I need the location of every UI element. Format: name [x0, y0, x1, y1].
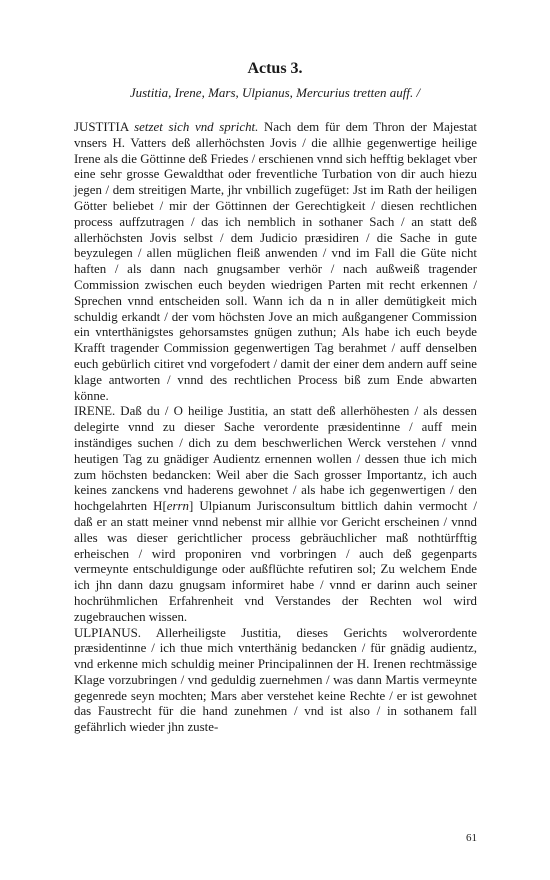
speech-text: Nach dem für dem Thron der Majestat vnsers H. Vatters deß allerhöchsten Jovis / die allhie gegenwertige heilige Irene als die Göttinne deß Friedes / erschienen vnnd sich hefftig beklaget vber eine sehr grosse Gewaldthat oder freventliche Turbation von dir auch hiezu jegen / dem streitigen Marte, jhr vnbillich zugefüget: Jst im Rath der heiligen Götter beliebet / mir der Göttinnen der Gerechtigkeit / diesen rechtlichen process auffzutragen / das ich nemblich in sothaner Sach / an statt deß allerhöchsten Jovis selbst / dem Judicio præsidiren / die Sache in gute beyzulegen / allen müglichen fleiß anwenden / vnd im Fall die Güte nicht haften / als dann nach gnugsamber verhör / nach außweiß tragender Commission zwischen euch beyden wiedrigen Parten mit recht erkennen / Sprechen vnnd entscheiden soll. Wann ich da n in aller demütigkeit mich schuldig erkandt / der vom höchsten Jove an mich außgangener Commission ein vnterthänigstes gehorsamstes gnügen zuthun; Als habe ich euch beyde Krafft tragender Commission gegenwertigen Tag berahmet / auff denselben euch gebürlich citiret vnd vorgefodert / damit der einer dem andern auff seine klage antworten / vnnd des rechtlichen Process biß zum Ende abwarten könne. [74, 120, 478, 403]
speech-irene [74, 404, 477, 625]
page-number: 61 [466, 832, 477, 844]
act-heading: Actus 3. [247, 60, 303, 77]
stage-direction: setzet sich vnd spricht. [134, 120, 259, 134]
editorial-emendation: errn [166, 499, 189, 514]
speech-text: Daß du / O heilige Justitia, an statt deß allerhöhesten / als dessen delegirte vnnd zu dieser Sache verordente præsidentinne / auff mein inständiges suchen / dich zu dem beschwerlichen Werck verstehen / vnnd heutigen Tag zu gnädiger Audientz ernennen wollen / dessen thue ich mich zum höchsten bedancken: Weil aber die Sach grosser Importantz, ich auch keines zanckens vnd haderens gewohnet / als habe ich gegenwertigen / den hochgelahrten H[ [74, 404, 477, 514]
speaker-name: IRENE. [74, 404, 116, 419]
stage-direction-heading: Justitia, Irene, Mars, Ulpianus, Mercurius tretten auff. / [129, 85, 421, 100]
speaker-name: ULPIANUS. [74, 625, 141, 640]
speech-text: Allerheiligste Justitia, dieses Gerichts wolverordente præsidentinne / ich thue mich vnterthänig bedancken / für gnädig audientz, vnd erkenne mich schuldig meiner Principalinnen der H. Irenen rechtmässige Klage vorzubringen / vnd geduldig zuernehmen / was dann Martis vermeynte gegenrede seyn mochten; Mars aber verstehet keine Rechte / er ist gewohnet das Faustrecht für die hand zunehmen / vnd ist also / in sothanem fall gefährlich wieder jhn zuste- [74, 625, 477, 735]
speech-justitia [74, 120, 477, 404]
play-text [74, 120, 477, 736]
speech-text-continued: ] Ulpianum Jurisconsultum bittlich dahin vermocht / daß er an statt meiner vnnd nebenst mir allhie vor Gericht erscheinen / vnnd alles was dieser gerichtlicher process gebräuchlicher maß nothtürfftig erheischen / wird proponiren vnd vorbringen / auch deß gegenparts vermeynte entschuldigunge oder außflüchte refutiren sol; Zu welchem Ende ich jhn dann dazu gnugsam informiret habe / vnnd er darinn auch seiner hochrühmlichen Erfahrenheit vnd Verstandes der Rechten wol wird zugebrauchen wissen. [74, 499, 478, 624]
speech-ulpianus [74, 626, 477, 737]
speaker-name: JUSTITIA [74, 120, 129, 134]
